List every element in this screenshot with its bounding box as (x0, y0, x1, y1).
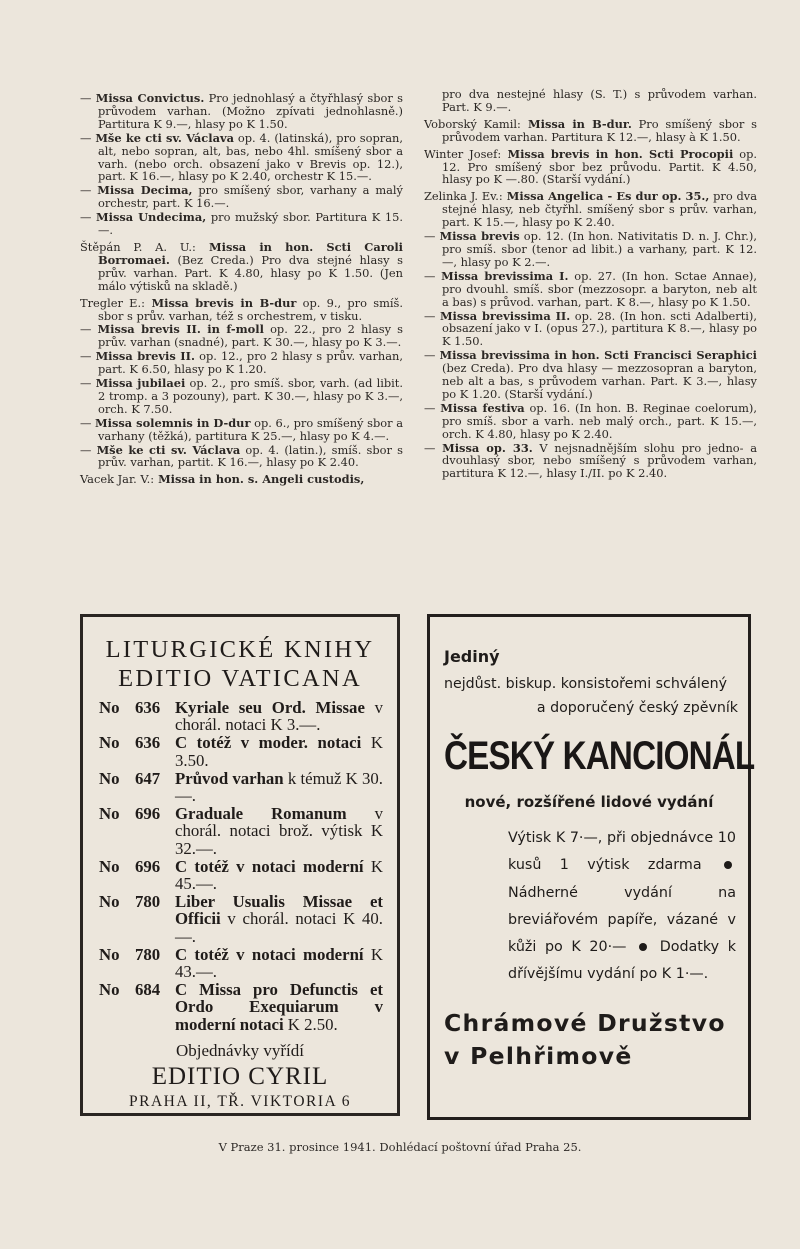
catalog-entry (424, 190, 757, 229)
ad-subtitle-2: a doporučený český zpěvník (536, 700, 738, 716)
catalog-item (99, 981, 383, 1033)
item-description (175, 699, 383, 733)
publisher-name: EDITIO CYRIL (151, 1062, 329, 1090)
dash-marker: — (80, 183, 98, 198)
catalog-entry (424, 442, 757, 481)
entry-title: Missa in hon. Scti Caroli Borromaei. (98, 239, 403, 267)
entry-text: Pro jednohlasý a čtyřhlasý sbor s průvodem varhan. (Možno zpívati jednohlasně.) Partitura K 9.—, hlasy po K 1.50. (98, 91, 403, 131)
item-number: 647 (135, 768, 161, 788)
entry-text: op. 9., pro smíš. sbor s prův. varhan, též s orchestrem, v tisku. (98, 295, 403, 323)
coop-line2: v Pelhřimově (444, 1041, 633, 1070)
item-title: Průvod varhan (175, 768, 284, 788)
item-number: 636 (135, 733, 161, 753)
entry-title: Missa Undecima, (96, 210, 207, 225)
item-number: 696 (135, 856, 161, 876)
dash-marker: — (80, 442, 97, 457)
ad-body (508, 825, 736, 989)
catalog-entry (80, 241, 403, 293)
item-prefix: No (99, 768, 120, 788)
dash-marker: — (424, 348, 440, 363)
item-title: Liber Usualis Missae et Officii (175, 892, 383, 929)
item-description (175, 805, 383, 857)
entry-text: op. 12., pro 2 hlasy s prův. varhan, part. K 6.50, hlasy po K 1.20. (98, 349, 403, 377)
catalog-entry (424, 310, 757, 349)
left-column (80, 92, 403, 487)
dash-marker: — (80, 376, 96, 391)
catalog-item (99, 858, 383, 892)
entry-author: Voborský Kamil: (424, 116, 521, 131)
dash-marker: — (424, 268, 442, 283)
dash-marker: — (80, 415, 96, 430)
entry-author: Winter Josef: (424, 146, 502, 161)
ad-title-line2: EDITIO VATICANA (118, 665, 362, 692)
catalog-entry (424, 349, 757, 401)
dash-marker: — (424, 308, 440, 323)
entry-text: op. 12. (In hon. Nativitatis D. n. J. Chr.), pro smíš. sbor (tenor ad libit.) a varhany, part. K 12.—, hlasy po K 2.—. (442, 229, 757, 269)
item-title: C totéž v moder. notaci (175, 733, 362, 753)
entry-text: op. 4. (latinská), pro sopran, alt, nebo sopran, alt, bas, nebo 4hl. smíšený sbor a varh. (nebo orch. obsazení jako v Brevis op. 12.), part. K 16.—, hlasy po K 2.40, orchestr K 15.—. (98, 130, 403, 184)
entry-text: Pro smíšený sbor s průvodem varhan. Partitura K 12.—, hlasy à K 1.50. (442, 116, 757, 144)
entry-text: V nejsnadnějším slohu pro jedno- a dvouhlasý sbor, nebo smíšený s průvodem varhan, partitura K 12.—, hlasy I./II. po K 2.40. (442, 440, 758, 481)
entry-title: Missa brevissima I. (441, 268, 569, 283)
catalog-entry (80, 92, 403, 131)
catalog-item (99, 893, 383, 945)
entry-title: Missa brevis in B-dur (144, 295, 297, 310)
entry-text: (Bez Creda.) Pro dva stejné hlasy s prův. varhan. Part. K 4.80, hlasy po K 1.50. (Jen málo výtisků na skladě.) (98, 252, 403, 293)
entry-title: Missa Decima, (97, 183, 193, 198)
catalog-item (99, 770, 383, 804)
bullet-icon (639, 943, 647, 951)
item-description (175, 734, 383, 768)
entry-title: Missa brevis II. (95, 349, 195, 364)
item-title: Graduale Romanum (175, 804, 347, 824)
item-price: K 43.—. (175, 944, 383, 982)
item-price: v chorál. notaci brož. výtisk K 32.—. (175, 804, 383, 858)
catalog-entry (80, 211, 403, 237)
entry-title: Missa brevissima II. (439, 308, 571, 323)
catalog-entry (80, 444, 403, 470)
item-prefix: No (99, 856, 120, 876)
entry-title: Missa brevissima in hon. Scti Francisci Seraphici (439, 348, 758, 363)
item-price: k témuž K 30.—. (175, 768, 383, 806)
item-price: K 2.50. (283, 1014, 338, 1034)
item-number: 684 (135, 980, 161, 1000)
catalog-item (99, 805, 383, 857)
entry-text: op. 16. (In hon. B. Reginae coelorum), pro smíš. sbor a varh. neb malý orch., part. K 15.—, orch. K 4.80, hlasy po K 2.40. (442, 400, 757, 441)
item-number: 780 (135, 944, 161, 964)
bullet-icon (724, 861, 732, 869)
item-prefix: No (99, 944, 120, 964)
entry-text: op. 27. (In hon. Sctae Annae), pro dvouhl. smíš. sbor (mezzosopr. a baryton, neb alt a bas) s průvod. varhan, part. K 8.—, hlasy po K 1.50. (442, 268, 757, 309)
entry-text: pro dva nestejné hlasy (S. T.) s průvodem varhan. Part. K 9.—. (442, 87, 757, 114)
item-prefix: No (99, 698, 120, 717)
dash-marker: — (424, 229, 440, 244)
item-prefix: No (99, 804, 120, 824)
ad-body-part1: Výtisk K 7·—, při objednávce 10 kusů 1 výtisk zdarma (508, 830, 736, 874)
order-note: Objednávky vyřídí (176, 1040, 304, 1060)
entry-text: pro mužský sbor. Partitura K 15.—. (98, 210, 404, 238)
catalog-entry (424, 88, 757, 114)
ad-cooperative (444, 1007, 748, 1073)
item-description (175, 770, 383, 804)
catalog-item (99, 699, 383, 733)
entry-title: Missa festiva (440, 400, 525, 415)
postal-footer: V Praze 31. prosince 1941. Dohlédací poštovní úřad Praha 25. (218, 1140, 582, 1154)
ad-body-part2: Nádherné vydání na breviářovém papíře, vázané v kůži po K 20·— (508, 884, 736, 956)
item-number: 636 (135, 698, 161, 717)
entry-title: Missa brevis (439, 229, 520, 244)
publisher-address: PRAHA II, TŘ. VIKTORIA 6 (128, 1092, 352, 1110)
catalog-entry (80, 323, 403, 349)
entry-text: pro dva stejné hlasy, neb čtyřhl. smíšený sbor s prův. varhan, part. K 15.—, hlasy po K 2.40. (442, 189, 758, 230)
dash-marker: — (80, 91, 96, 105)
catalog-entry (80, 297, 403, 323)
entry-title: Mše ke cti sv. Václava (95, 130, 234, 145)
cesky-kancional-ad (427, 614, 755, 1120)
catalog-list (83, 699, 397, 1033)
item-prefix: No (99, 892, 120, 912)
entry-text: op. 12. Pro smíšený sbor bez průvodu. Partit. K 4.50, hlasy po K —.80. (Starší vydání.) (442, 146, 757, 187)
ad-body-part3: Dodatky k dřívějšímu vydání po K 1·—. (508, 939, 737, 983)
item-price: K 45.—. (175, 856, 383, 894)
item-title: Kyriale seu Ord. Missae (175, 698, 365, 717)
item-description (175, 858, 383, 892)
entry-text: op. 4. (latin.), smíš. sbor s prův. varhan, partit. K 16.—, hlasy po K 2.40. (98, 442, 403, 470)
entry-title: Missa brevis in hon. Scti Procopii (501, 146, 734, 161)
item-price: K 3.50. (175, 733, 383, 770)
entry-title: Missa op. 33. (442, 440, 533, 455)
ad-headline: ČESKÝ KANCIONÁL (444, 734, 755, 778)
item-prefix: No (99, 733, 120, 753)
entry-title: Missa Convictus. (95, 91, 205, 105)
dash-marker: — (80, 322, 98, 337)
entry-author: Tregler E.: (80, 295, 145, 310)
item-price: v chorál. notaci K 3.—. (175, 698, 383, 735)
ad-title-line1: LITURGICKÉ KNIHY (105, 636, 375, 663)
entry-title: Missa solemnis in D-dur (95, 415, 251, 430)
dash-marker: — (80, 130, 96, 145)
entry-text: op. 22., pro 2 hlasy s prův. varhan (snadné), part. K 30.—, hlasy po K 3.—. (98, 322, 403, 350)
entry-title: Missa in hon. s. Angeli custodis, (154, 472, 365, 487)
ad-subtitle-1: nejdůst. biskup. konsistořemi schválený (444, 676, 727, 692)
entry-text: op. 2., pro smíš. sbor, varh. (ad libit. 2 tromp. a 3 pozouny), part. K 30.—, hlasy po K 3.—, orch. K 7.50. (98, 376, 403, 416)
entry-text: pro smíšený sbor, varhany a malý orchestr, part. K 16.—. (98, 183, 403, 211)
item-price: v chorál. notaci K 40.—. (175, 909, 383, 946)
item-description (175, 946, 383, 980)
item-number: 696 (135, 804, 161, 824)
catalog-entry (80, 473, 403, 486)
catalog-item (99, 734, 383, 768)
item-title: C totéž v notaci moderní (175, 856, 364, 876)
catalog-entry (80, 184, 403, 210)
item-prefix: No (99, 980, 120, 1000)
catalog-item (99, 946, 383, 980)
entry-title: Missa brevis II. in f-moll (97, 322, 264, 337)
entry-title: Missa jubilaei (95, 376, 186, 391)
entry-author: Vacek Jar. V.: (80, 472, 155, 487)
entry-title: Mše ke cti sv. Václava (96, 442, 241, 457)
ad-edition: nové, rozšířené lidové vydání (464, 793, 714, 811)
entry-author: Štěpán P. A. U.: (80, 239, 196, 254)
item-description (175, 893, 383, 945)
right-column (424, 88, 757, 481)
editio-vaticana-ad (80, 614, 400, 1116)
entry-title: Missa Angelica - Es dur op. 35., (502, 189, 710, 204)
entry-text: op. 28. (In hon. scti Adalberti), obsazení jako v I. (opus 27.), partitura K 8.—, hlasy po K 1.50. (442, 308, 757, 349)
ad-lead: Jediný (444, 647, 500, 666)
catalog-entry (80, 350, 403, 376)
entry-text: (bez Creda). Pro dva hlasy — mezzosopran a baryton, neb alt a bas, s průvodem varhan. Part. K 3.—, hlasy po K 1.20. (Starší vydání.) (442, 361, 757, 401)
item-title: C Missa pro Defunctis et Ordo Exequiarum v moderní notaci (175, 980, 383, 1034)
coop-line1: Chrámové Družstvo (444, 1008, 726, 1037)
item-title: C totéž v notaci moderní (175, 944, 364, 964)
catalog-entry (424, 270, 757, 309)
dash-marker: — (80, 349, 96, 364)
entry-text: op. 6., pro smíšený sbor a varhany (těžká), partitura K 25.—, hlasy po K 4.—. (98, 415, 403, 443)
catalog-entry (80, 417, 403, 443)
entry-title: Missa in B-dur. (520, 116, 632, 131)
catalog-entry (424, 230, 757, 269)
entry-author: Zelinka J. Ev.: (424, 189, 503, 204)
catalog-entry (424, 118, 757, 144)
catalog-entry (80, 132, 403, 184)
dash-marker: — (424, 400, 441, 415)
dash-marker: — (424, 440, 443, 455)
catalog-entry (80, 377, 403, 416)
catalog-entry (424, 148, 757, 187)
dash-marker: — (80, 210, 97, 225)
item-description (175, 981, 383, 1033)
item-number: 780 (135, 892, 161, 912)
catalog-entry (424, 402, 757, 441)
